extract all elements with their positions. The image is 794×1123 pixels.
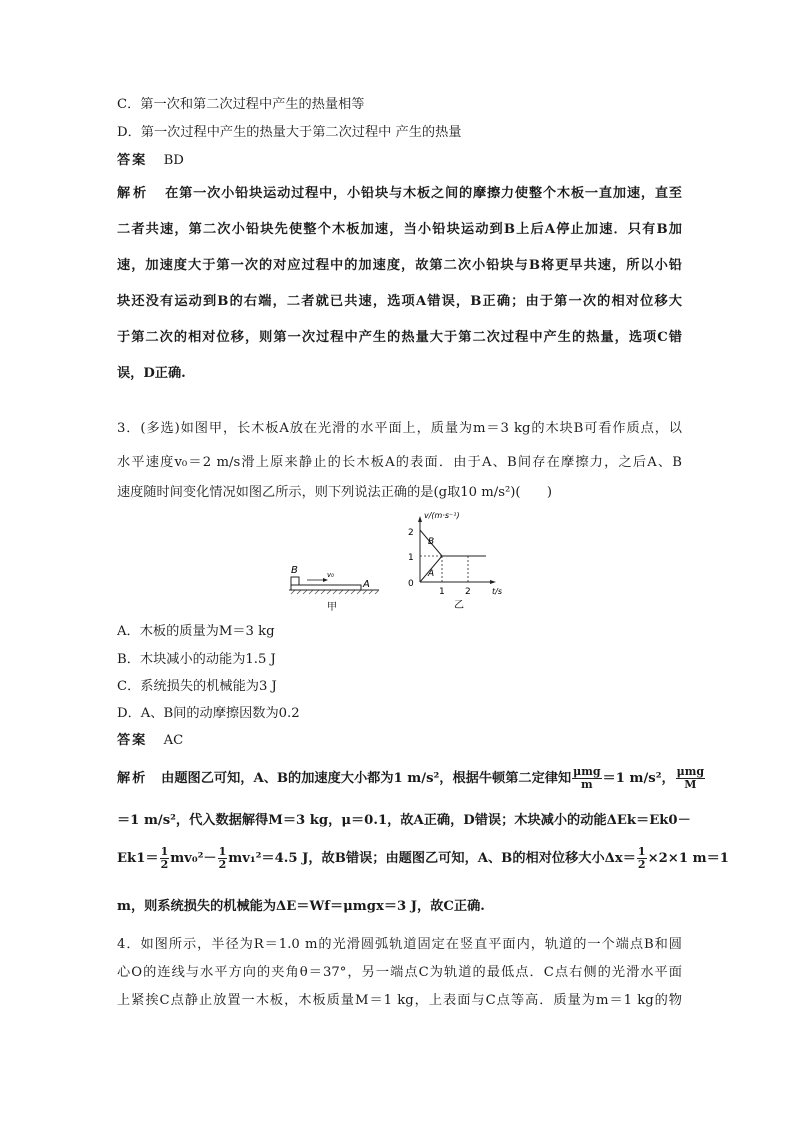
q3-analysis-line-3: Ek1＝ $\frac{1}{2}$ mv₀²－ $\frac{1}{2}$ mv₁²＝4.5 J，故B错误；由题图乙可知，A、B的相对位移大小Δx＝ $\frac{1}{2}$ ×2×1 m＝1 xyxy=(117,845,729,871)
fraction-half: $\frac{1}{2}$ xyxy=(218,845,227,871)
q2-analysis-line-2: 二者共速，第二次小铅块先使整个木板加速，当小铅块运动到B上后A停止加速．只有B加 xyxy=(117,222,682,237)
board-a xyxy=(291,585,361,590)
figure-jia xyxy=(285,560,385,620)
q2-option-d: D．第一次过程中产生的热量大于第二次过程中 产生的热量 xyxy=(117,125,462,140)
analysis-text: 在第一次小铅块运动过程中，小铅块与木板之间的摩擦力使整个木板一直加速，直至 xyxy=(165,186,682,201)
q4-stem-line-2: 心O的连线与水平方向的夹角θ＝37°，另一端点C为轨道的最低点．C点右侧的光滑水平面 xyxy=(117,965,682,980)
block-b xyxy=(291,577,299,585)
q3-stem-line-2: 水平速度v₀＝2 m/s滑上原来静止的长木板A的表面．由于A、B间存在摩擦力，之后A、B xyxy=(117,455,682,470)
x-tick-2: 2 xyxy=(465,587,471,597)
answer-value: BD xyxy=(163,153,184,168)
q4-stem-line-3: 上紧挨C点静止放置一木板，木板质量M＝1 kg，上表面与C点等高．质量为m＝1 kg的物 xyxy=(117,993,682,1008)
q2-analysis-line-5: 于第二次的相对位移，则第一次过程中产生的热量大于第二次过程中产生的热量，选项C错 xyxy=(117,330,682,345)
figure-yi xyxy=(398,510,510,615)
curve-label-b: B xyxy=(428,537,435,547)
q2-option-c: C．第一次和第二次过程中产生的热量相等 xyxy=(117,97,365,112)
caption-jia: 甲 xyxy=(327,602,337,613)
q3-option-b: B．木块减小的动能为1.5 J xyxy=(117,652,276,667)
caption-yi: 乙 xyxy=(454,600,464,611)
fraction-umg-M: $\frac{\text{μmg}}{M}$ xyxy=(676,765,705,791)
analysis-label: 解析 xyxy=(117,186,149,201)
curve-label-a: A xyxy=(428,569,435,579)
q3-analysis-line-2: ＝1 m/s²，代入数据解得M＝3 kg，μ＝0.1，故A正确，D错误；木块减小的动能ΔEk＝Ek0－ xyxy=(117,813,691,828)
q3-option-d: D．A、B间的动摩擦因数为0.2 xyxy=(117,706,300,721)
q2-analysis-line-4: 块还没有运动到B的右端，二者就已共速，选项A错误，B正确；由于第一次的相对位移大 xyxy=(117,294,682,309)
label-b: B xyxy=(291,565,298,576)
q2-analysis-line-3: 速，加速度大于第一次的对应过程中的加速度，故第二次小铅块与B将更早共速，所以小铅 xyxy=(117,258,682,273)
fraction-half: $\frac{1}{2}$ xyxy=(160,845,169,871)
y-axis-label: v/(m·s⁻¹) xyxy=(424,511,460,520)
y-tick-0: 0 xyxy=(408,579,414,589)
q4-stem-line-1: 4．如图所示，半径为R＝1.0 m的光滑圆弧轨道固定在竖直平面内，轨道的一个端点B和圆 xyxy=(117,937,682,952)
q3-option-a: A．木板的质量为M＝3 kg xyxy=(117,624,275,639)
q3-answer xyxy=(117,732,682,750)
y-tick-1: 1 xyxy=(408,553,414,563)
q3-stem-line-3: 速度随时间变化情况如图乙所示，则下列说法正确的是(g取10 m/s²)( ) xyxy=(117,485,553,500)
answer-value: AC xyxy=(163,733,184,748)
label-a: A xyxy=(363,579,370,590)
q3-option-c: C．系统损失的机械能为3 J xyxy=(117,679,277,694)
analysis-label: 解析 xyxy=(117,771,148,786)
q3-stem-line-1: 3．(多选)如图甲，长木板A放在光滑的水平面上，质量为m＝3 kg的木块B可看作质点，以 xyxy=(117,421,682,436)
y-tick-2: 2 xyxy=(408,528,414,538)
q2-analysis-line-6: 误，D正确. xyxy=(117,366,186,381)
x-axis-label: t/s xyxy=(492,587,502,596)
fraction-umg-m: $\frac{\text{μmg}}{m}$ xyxy=(573,765,601,791)
x-tick-1: 1 xyxy=(439,587,445,597)
q2-analysis-line-1 xyxy=(117,185,682,203)
q3-analysis-line-1: 解析 由题图乙可知，A、B的加速度大小都为1 m/s²，根据牛顿第二定律知 $\frac{\text{μmg}}{m}$ ＝1 m/s²， $\frac{\text{μmg}}{M}$ xyxy=(117,765,705,791)
label-v0: v₀ xyxy=(327,571,334,579)
fraction-half: $\frac{1}{2}$ xyxy=(637,845,646,871)
ground-hatch xyxy=(291,590,379,594)
answer-label: 答案 xyxy=(117,733,148,748)
q2-answer xyxy=(117,152,682,170)
q3-analysis-line-4: m，则系统损失的机械能为ΔE＝Wf＝μmgx＝3 J，故C正确. xyxy=(117,899,485,914)
answer-label: 答案 xyxy=(117,153,148,168)
analysis-text: 由题图乙可知，A、B的加速度大小都为1 m/s²，根据牛顿第二定律知 xyxy=(161,771,572,786)
